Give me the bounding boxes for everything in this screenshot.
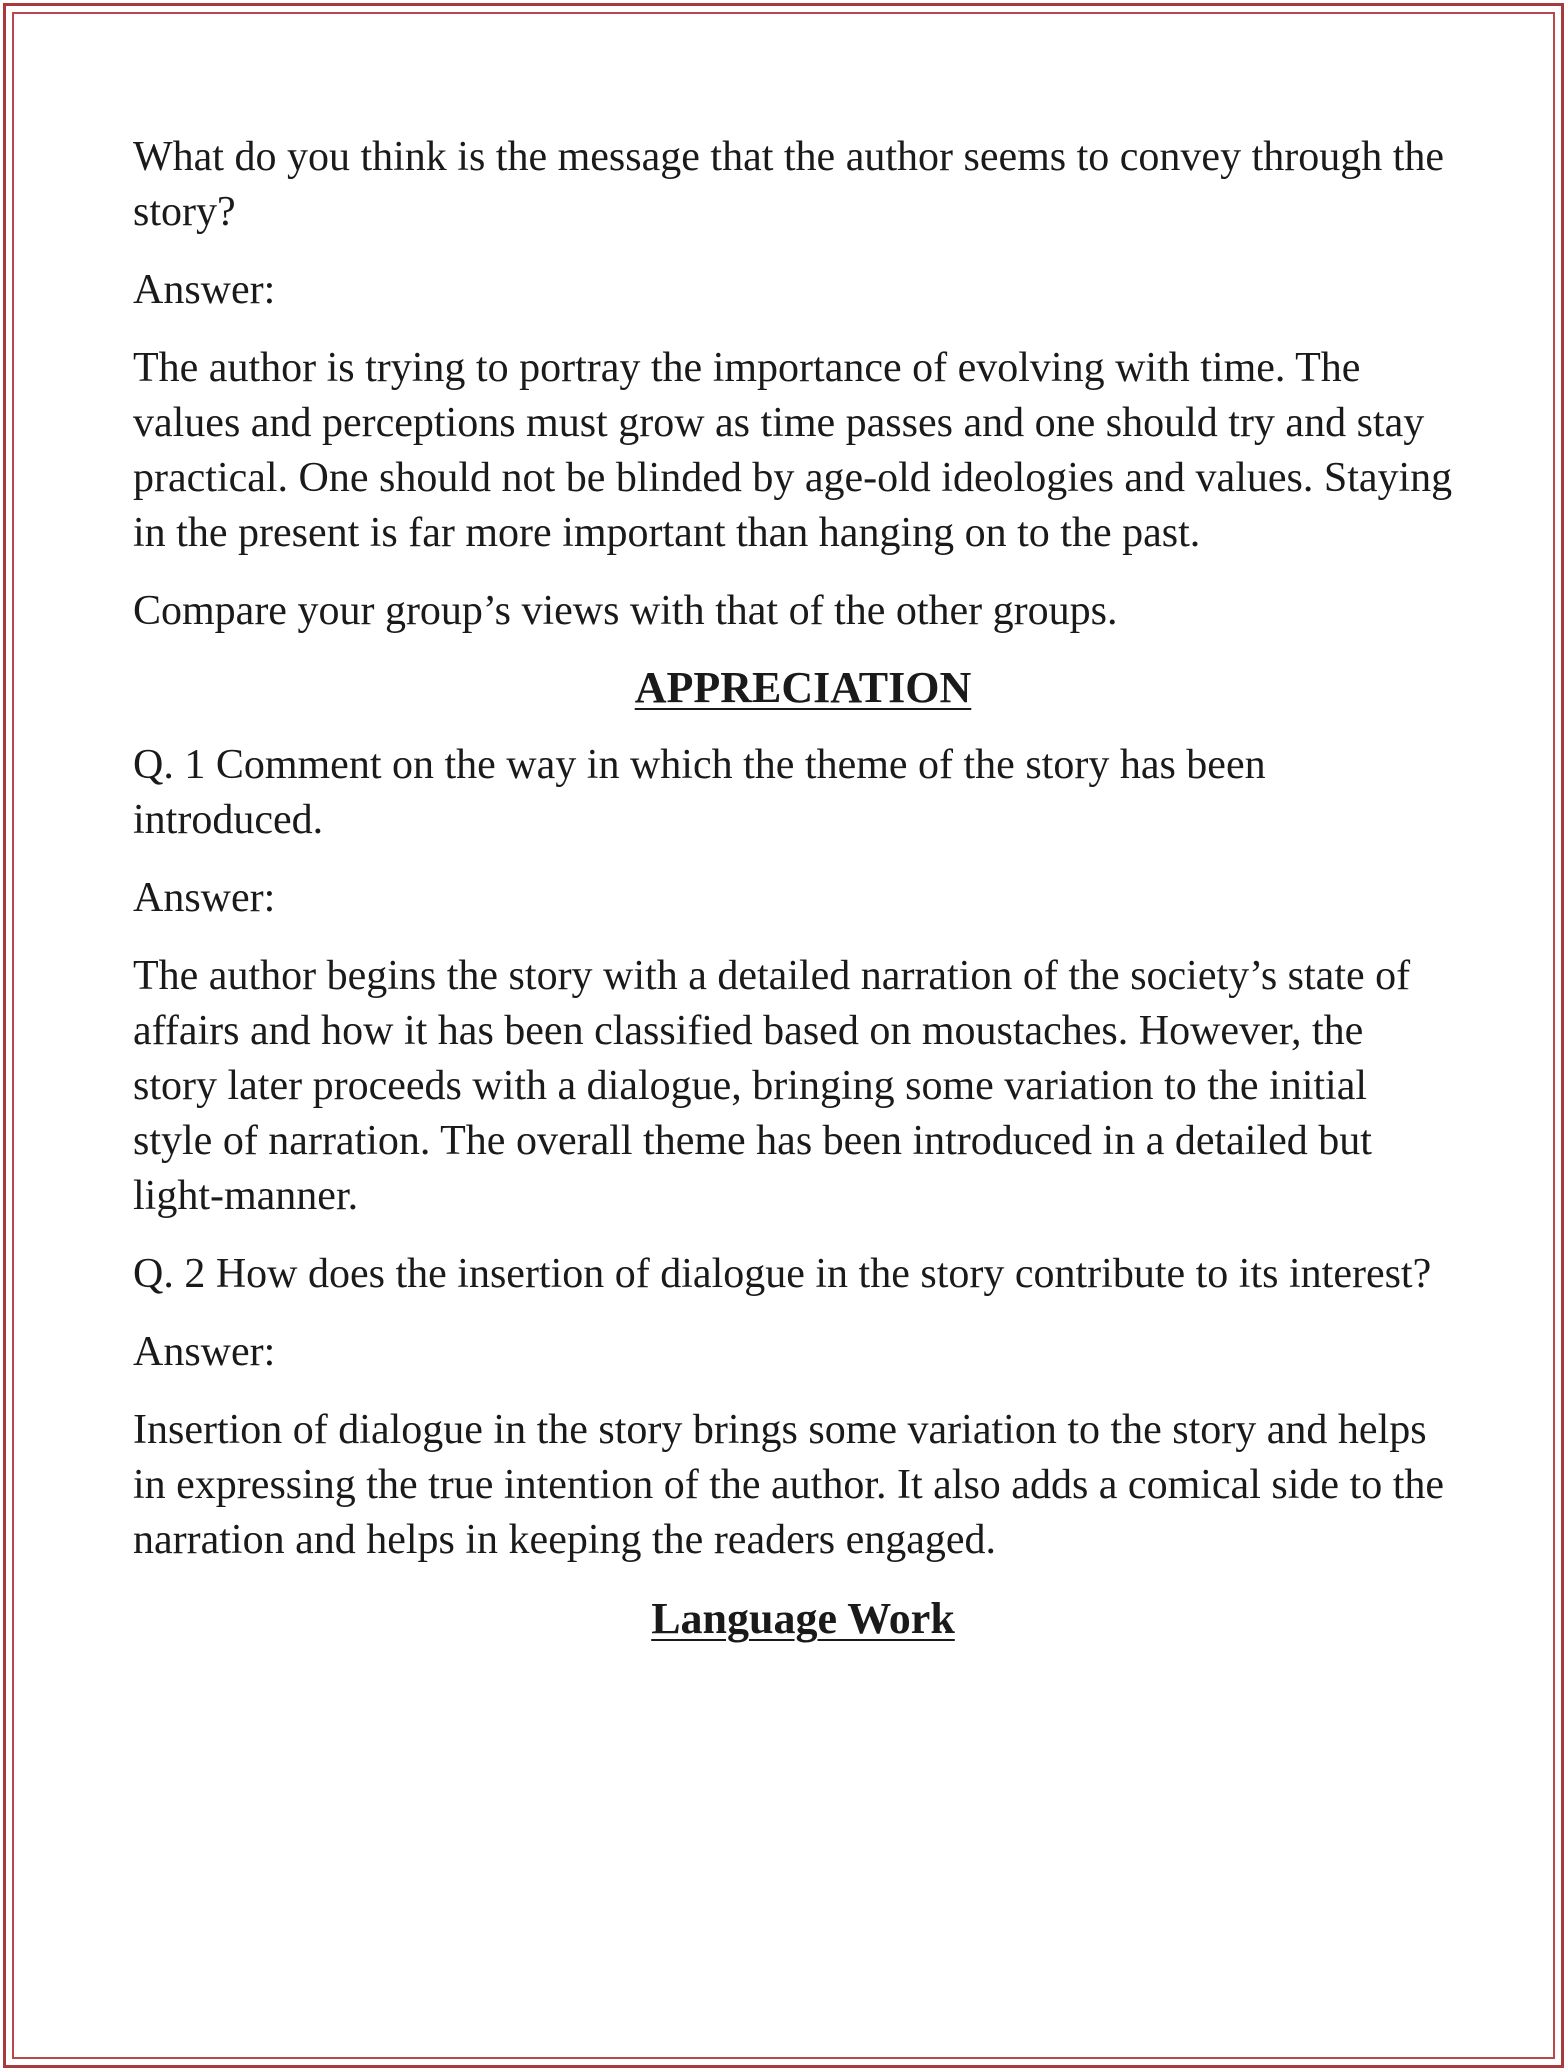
answer-label: Answer: bbox=[133, 1329, 276, 1375]
answer-message: The author is trying to portray the importance of evolving with time. The values and perceptions must grow as time passes and one should try and stay practical. One should not be blinded by age-old ideologies and values. Staying in the present is far more important than hanging on to the past. bbox=[133, 345, 1453, 556]
heading-language-work: Language Work bbox=[651, 1594, 955, 1643]
question-2: Q. 2 How does the insertion of dialogue in the story contribute to its interest? bbox=[133, 1251, 1432, 1297]
answer-label: Answer: bbox=[133, 875, 276, 921]
question-message: What do you think is the message that the author seems to convey through the story? bbox=[133, 134, 1445, 235]
answer-question-2: Insertion of dialogue in the story brings some variation to the story and helps in expressing the true intention of the author. It also adds a comical side to the narration and helps in keeping the readers engaged. bbox=[133, 1407, 1445, 1563]
answer-label: Answer: bbox=[133, 267, 276, 313]
compare-note: Compare your group’s views with that of the other groups. bbox=[133, 588, 1118, 634]
answer-question-1: The author begins the story with a detailed narration of the society’s state of affairs and how it has been classified based on moustaches. However, the story later proceeds with a dialogue, bringing some variation to the initial style of narration. The overall theme has been introduced in a detailed but light-manner. bbox=[133, 953, 1411, 1219]
heading-appreciation: APPRECIATION bbox=[634, 663, 972, 712]
document-body bbox=[133, 130, 1453, 1669]
question-1: Q. 1 Comment on the way in which the theme of the story has been introduced. bbox=[133, 742, 1266, 843]
